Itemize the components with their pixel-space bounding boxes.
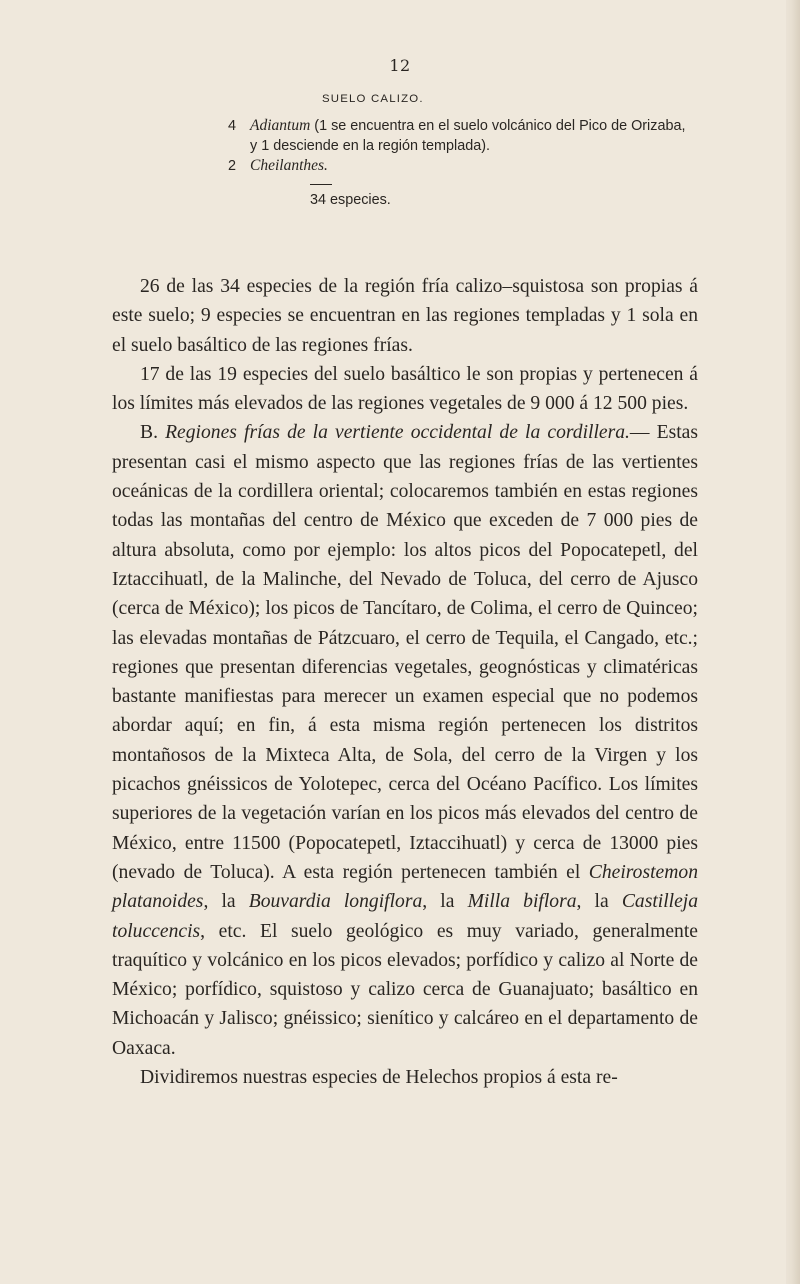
paragraph: 17 de las 19 especies del suelo basáltico le son propias y pertenecen á los límites más elevados de las regiones vegetales de 9 000 á 12 500 pies.	[112, 363, 698, 415]
paragraph: Dividiremos nuestras especies de Helechos propios á esta re-	[140, 1067, 618, 1089]
species-name: Castilleja toluccencis	[112, 891, 699, 942]
entry-note: (1 se encuentra en el suelo volcánico del Pico de Orizaba, y 1 desciende en la región templada).	[250, 117, 686, 154]
paragraph-text: — Estas presentan casi el mismo aspecto que las regiones frías de las vertientes oceánicas de la cordillera oriental; colocaremos también en estas regiones todas las montañas del centro de México que exceden de 7 000 pies de altura absoluta, como por ejemplo: los altos picos del Popocatepetl, del Iztaccihuatl, de la Malinche, del Nevado de Toluca, del cerro de Ajusco (cerca de México); los picos de Tancítaro, de Colima, el cerro de Quinceo; las elevadas montañas de Pátzcuaro, el cerro de Tequila, el Cangado, etc.; regiones que presentan diferencias vegetales, geognósticas y climatéricas bastante manifiestas para merecer un examen especial que no podemos abordar aquí; en fin, á esta misma región pertenecen los distritos montañosos de la Mixteca Alta, de Sola, del cerro de la Virgen y los picachos gnéissicos de Yolotepec, cerca del Océano Pacífico. Los límites superiores de la vegetación varían en los picos más elevados del centro de México, entre 11500 (Popocatepetl, Iztaccihuatl) y cerca de 13000 pies (nevado de Toluca). A esta región pertenecen también el	[112, 422, 698, 883]
entry-count: 4	[228, 117, 237, 134]
separator-text: , la	[576, 891, 609, 913]
page-edge	[786, 0, 800, 1284]
table-heading: SUELO CALIZO.	[322, 93, 424, 105]
species-name: Milla biflora	[467, 891, 577, 913]
sum-rule	[310, 184, 332, 185]
species-table	[228, 90, 688, 211]
entry-genus: Cheilanthes.	[250, 157, 328, 175]
entry-genus: Adiantum	[250, 116, 311, 134]
section-label: B.	[140, 422, 158, 444]
species-name: Cheirostemon platanoides	[112, 861, 698, 913]
table-entry	[228, 116, 688, 157]
table-entry	[228, 156, 688, 177]
table-total: 34 especies.	[310, 192, 391, 209]
paragraph	[112, 418, 698, 1063]
paragraph-text: , etc. El suelo geológico es muy variado, generalmente traquítico y volcánico en los picos elevados; porfídico y calizo al Norte de México; porfídico, squistoso y calizo cerca de Guanajuato; basáltico en Michoacán y Jalisco; gnéissico; sienítico y calcáreo en el departamento de Oaxaca.	[112, 920, 698, 1059]
page-number: 12	[389, 56, 411, 75]
separator-text: , la	[203, 891, 236, 913]
body-text	[112, 272, 698, 1092]
separator-text: , la	[422, 891, 455, 913]
paragraph: 26 de las 34 especies de la región fría calizo–squistosa son propias á este suelo; 9 especies se encuentran en las regiones templadas y 1 sola en el suelo basáltico de las regiones frías.	[112, 276, 698, 356]
entry-count: 2	[228, 158, 237, 175]
species-name: Bouvardia longiflora	[248, 891, 423, 913]
section-title: Regiones frías de la vertiente occidental de la cordillera.	[165, 422, 630, 444]
